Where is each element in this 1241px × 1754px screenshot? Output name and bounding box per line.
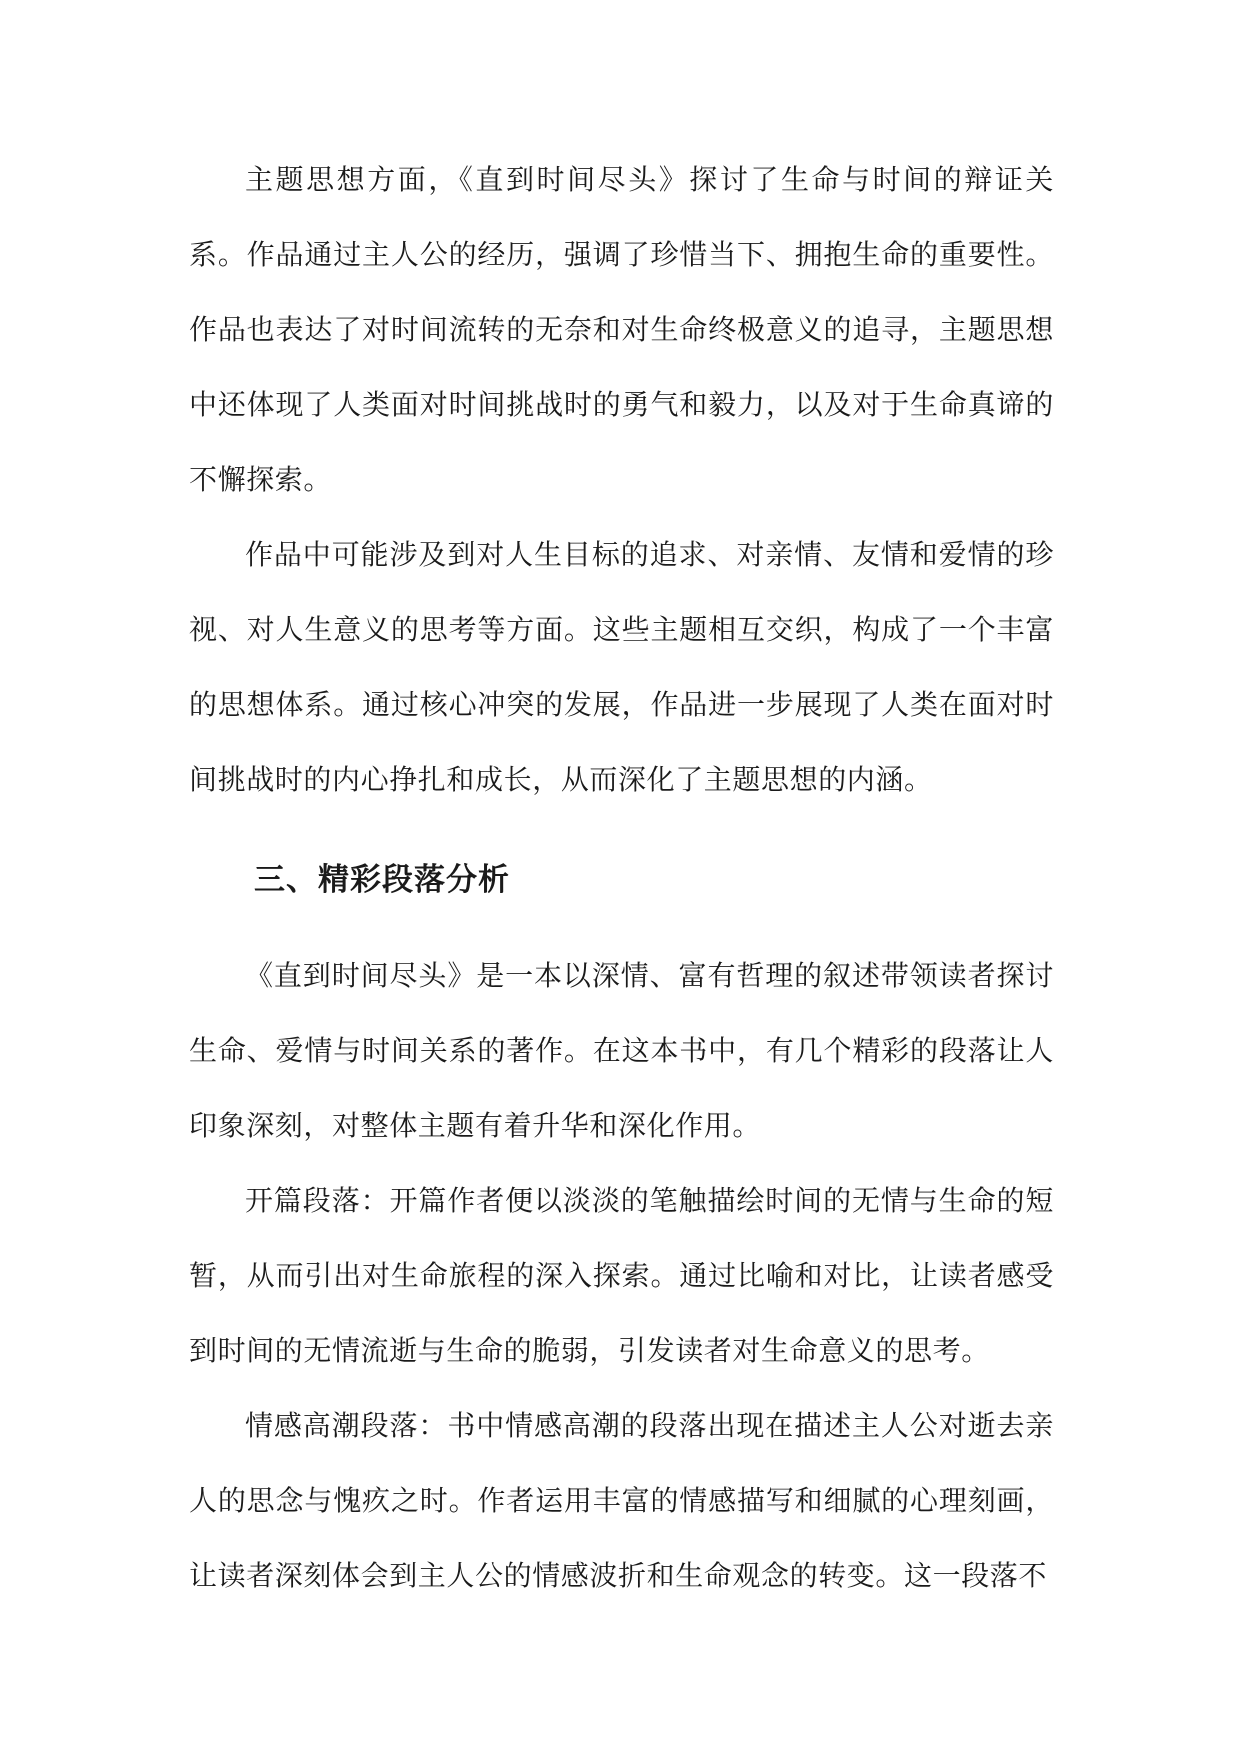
paragraph-opening-analysis: 开篇段落：开篇作者便以淡淡的笔触描绘时间的无情与生命的短暂，从而引出对生命旅程的深入探索。通过比喻和对比，让读者感受到时间的无情流逝与生命的脆弱，引发读者对生命意义的思考。: [189, 1184, 1054, 1367]
paragraph-theme-details: 作品中可能涉及到对人生目标的追求、对亲情、友情和爱情的珍视、对人生意义的思考等方面。这些主题相互交织，构成了一个丰富的思想体系。通过核心冲突的发展，作品进一步展现了人类在面对时间挑战时的内心挣扎和成长，从而深化了主题思想的内涵。: [189, 538, 1054, 796]
paragraph-theme-overview: 主题思想方面，《直到时间尽头》探讨了生命与时间的辩证关系。作品通过主人公的经历，强调了珍惜当下、拥抱生命的重要性。作品也表达了对时间流转的无奈和对生命终极意义的追寻，主题思想中还体现了人类面对时间挑战时的勇气和毅力，以及对于生命真谛的不懈探索。: [189, 163, 1054, 496]
paragraph-book-intro: 《直到时间尽头》是一本以深情、富有哲理的叙述带领读者探讨生命、爱情与时间关系的著作。在这本书中，有几个精彩的段落让人印象深刻，对整体主题有着升华和深化作用。: [189, 959, 1054, 1142]
section-heading: 三、精彩段落分析: [254, 862, 510, 898]
document-body: [189, 142, 1054, 1613]
paragraph-emotional-climax: 情感高潮段落：书中情感高潮的段落出现在描述主人公对逝去亲人的思念与愧疚之时。作者运用丰富的情感描写和细腻的心理刻画，让读者深刻体会到主人公的情感波折和生命观念的转变。这一段落不: [189, 1409, 1054, 1592]
